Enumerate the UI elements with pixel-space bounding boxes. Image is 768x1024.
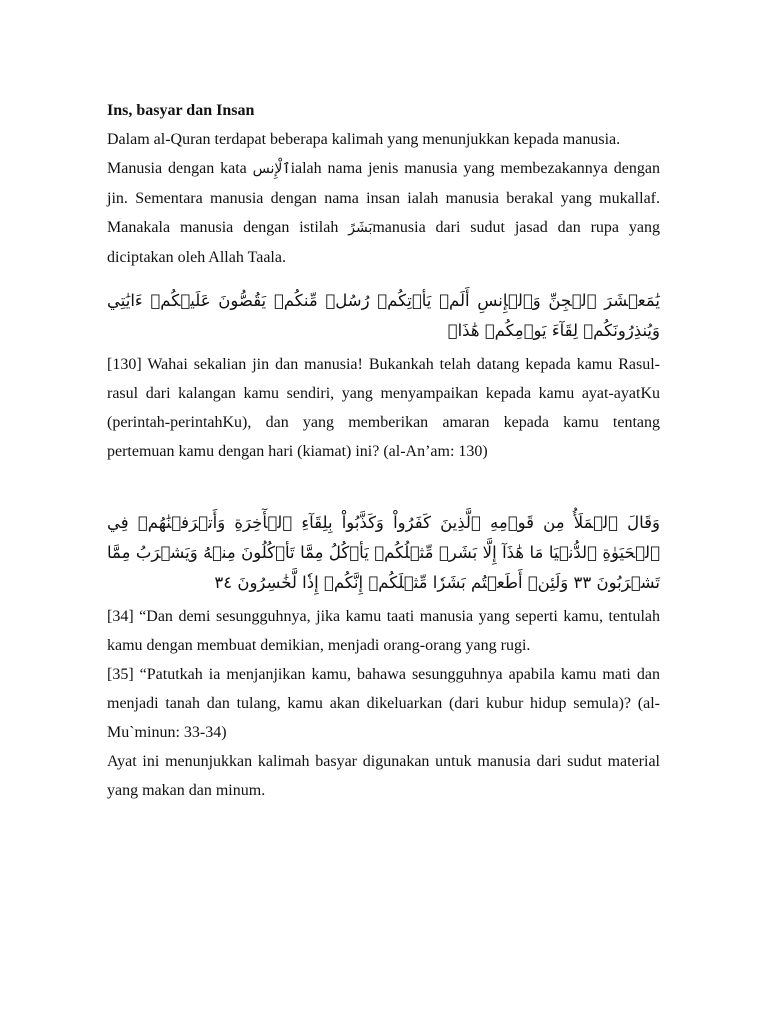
translation-34: [34] “Dan demi sesungguhnya, jika kamu taati manusia yang seperti kamu, tentulah kamu dengan membuat demikian, menjadi orang-orang yang rugi. <box>107 608 660 654</box>
translation-35: [35] “Patutkah ia menjanjikan kamu, bahawa sesungguhnya apabila kamu mati dan menjadi tanah dan tulang, kamu akan dikeluarkan (dari kubur hidup semula)? (al-Mu`minun: 33-34) <box>107 666 660 741</box>
definition-paragraph <box>107 154 660 272</box>
document-page <box>107 96 660 805</box>
arabic-verse-33-34: وَقَالَ ٱلۡمَلَأُ مِن قَوۡمِهِ ٱلَّذِينَ كَفَرُواْ وَكَذَّبُواْ بِلِقَآءِ ٱلۡأٓخِرَةِ وَأَتۡرَفۡنَٰهُمۡ فِي ٱلۡحَيَوٰةِ ٱلدُّنۡيَا مَا هَٰذَآ إِلَّا بَشَرٞ مِّثۡلُكُمۡ يَأۡكُلُ مِمَّا تَأۡكُلُونَ مِنۡهُ وَيَشۡرَبُ مِمَّا تَشۡرَبُونَ ٣٣ وَلَئِنۡ أَطَعۡتُم بَشَرٗا مِّثۡلَكُمۡ إِنَّكُمۡ إِذٗا لَّخَٰسِرُونَ ٣٤ <box>107 513 660 592</box>
translation-130: [130] Wahai sekalian jin dan manusia! Bukankah telah datang kepada kamu Rasul-rasul dari kalangan kamu sendiri, yang menyampaikan kepada kamu ayat-ayatKu (perintah-perintahKu), dan yang memberikan amaran kepada kamu tentang pertemuan kamu dengan hari (kiamat) ini? (al-An’am: 130) <box>107 356 660 460</box>
document-title: Ins, basyar dan Insan <box>107 102 255 119</box>
intro-paragraph: Dalam al-Quran terdapat beberapa kalimah yang menunjukkan kepada manusia. <box>107 131 621 148</box>
definition-text-end: manusia dari sudut jasad dan rupa yang diciptakan oleh Allah Taala. <box>107 219 661 266</box>
arabic-word-basyar: بَشَرً <box>348 220 373 236</box>
conclusion-paragraph: Ayat ini menunjukkan kalimah basyar digunakan untuk manusia dari sudut material yang makan dan minum. <box>107 753 660 799</box>
definition-text-middle: ialah nama jenis manusia yang membezakannya dengan jin. Sementara manusia dengan nama insan ialah manusia berakal yang mukallaf. Manakala manusia dengan istilah <box>107 160 660 236</box>
arabic-word-ins: ٱلْإِنس <box>252 161 291 177</box>
definition-text-start: Manusia dengan kata <box>107 160 253 177</box>
arabic-verse-130: يَٰمَعۡشَرَ ٱلۡجِنِّ وَٱلۡإِنسِ أَلَمۡ يَأۡتِكُمۡ رُسُلٞ مِّنكُمۡ يَقُصُّونَ عَلَيۡكُمۡ ءَايَٰتِي وَيُنذِرُونَكُمۡ لِقَآءَ يَوۡمِكُمۡ هَٰذَاۚ <box>107 291 660 340</box>
